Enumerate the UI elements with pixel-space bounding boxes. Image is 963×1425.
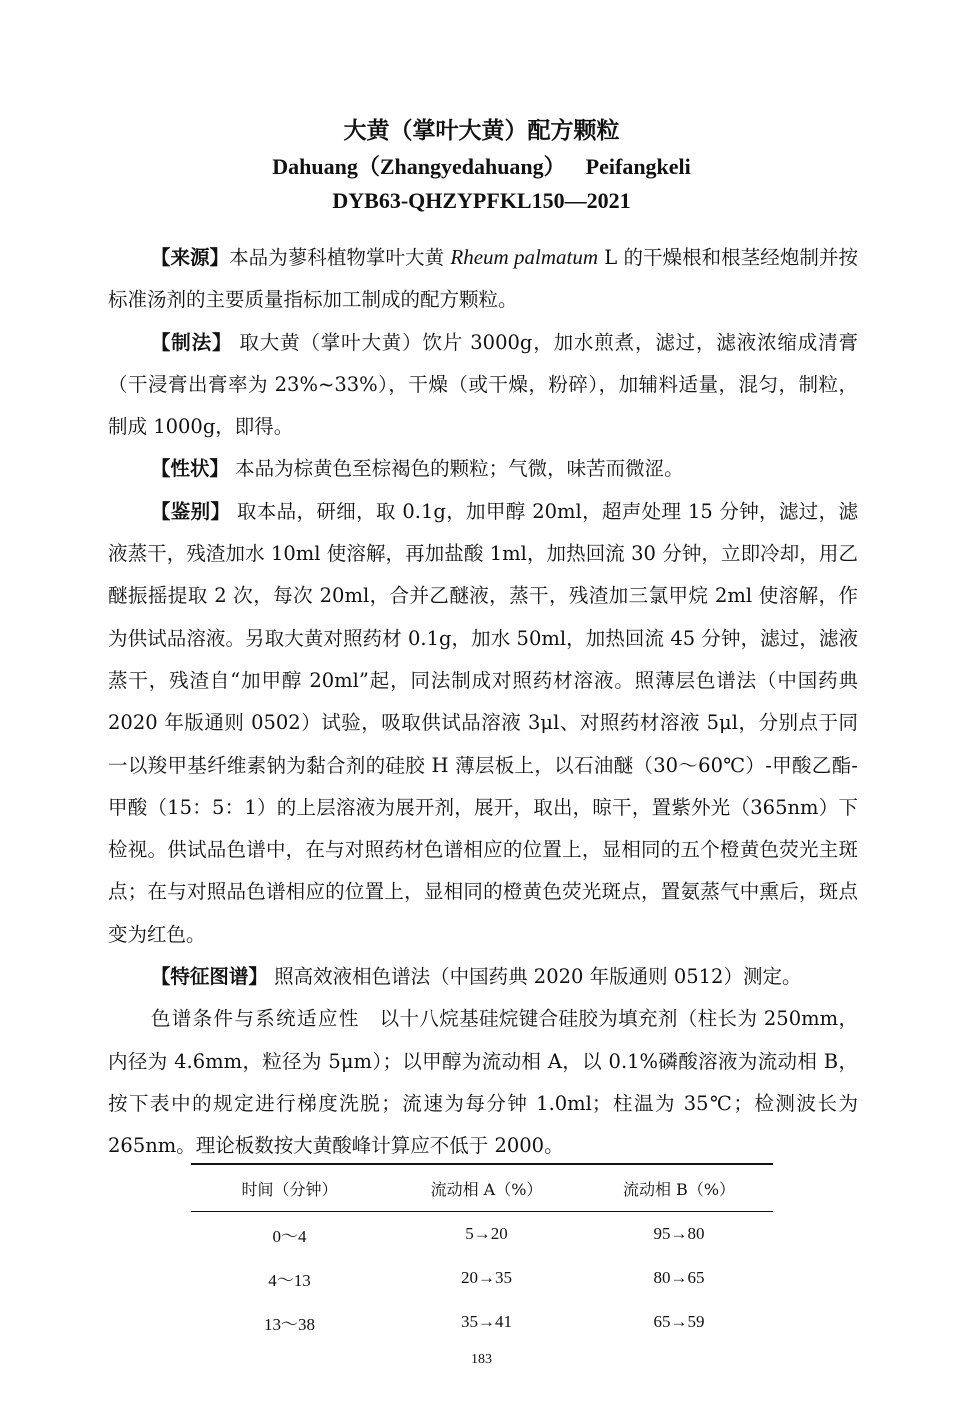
fingerprint-label: 【特征图谱】	[150, 965, 268, 989]
conditions-text: 以十八烷基硅烷键合硅胶为填充剂（柱长为 250mm，内径为 4.6mm，粒径为 5μm）；以甲醇为流动相 A，以 0.1%磷酸溶液为流动相 B，按下表中的规定进行梯度洗脱；流速为每分钟 1.0ml；柱温为 35℃；检测波长为 265nm。理论板数按大黄酸峰计算应不低于 2000。	[108, 1007, 858, 1158]
cell-phase-b: 80→65	[653, 1268, 705, 1287]
monograph-body	[108, 236, 858, 1168]
source-label: 【来源】	[150, 246, 230, 269]
cell-phase-a: 20→35	[461, 1268, 512, 1287]
identification-text: 取本品，研细，取 0.1g，加甲醇 20ml，超声处理 15 分钟，滤过，滤液蒸干，残渣加水 10ml 使溶解，再加盐酸 1ml，加热回流 30 分钟，立即冷却，用乙醚振摇提取 2 次，每次 20ml，合并乙醚液，蒸干，残渣加三氯甲烷 2ml 使溶解，作为供试品溶液。另取大黄对照药材 0.1g，加水 50ml，加热回流 45 分钟，滤过，滤液蒸干，残渣自“加甲醇 20ml”起，同法制成对照药材溶液。照薄层色谱法（中国药典 2020 年版通则 0502）试验，吸取供试品溶液 3μl、对照药材溶液 5μl，分别点于同一以羧甲基纤维素钠为黏合剂的硅胶 H 薄层板上，以石油醚（30～60℃）-甲酸乙酯-甲酸（15：5：1）的上层溶液为展开剂，展开，取出，晾干，置紫外光（365nm）下检视。供试品色谱中，在与对照药材色谱相应的位置上，显相同的五个橙黄色荧光主斑点；在与对照品色谱相应的位置上，显相同的橙黄色荧光斑点，置氨蒸气中熏后，斑点变为红色。	[108, 499, 858, 946]
character-text: 本品为棕黄色至棕褐色的颗粒；气微，味苦而微涩。	[228, 457, 684, 481]
source-text-b: L 的干燥根和根茎经炮制并按标准汤剂的主要质量指标加工制成的配方颗粒。	[108, 246, 858, 312]
gradient-table	[191, 1163, 773, 1344]
header-phase-a: 流动相 A（%）	[388, 1164, 585, 1212]
character-paragraph	[108, 448, 858, 490]
table-row	[191, 1212, 773, 1257]
character-label: 【性状】	[150, 457, 229, 481]
cell-phase-b: 65→59	[653, 1312, 705, 1331]
title-block	[0, 112, 963, 218]
header-phase-b: 流动相 B（%）	[585, 1164, 773, 1212]
cell-time: 4～13	[268, 1270, 311, 1290]
fingerprint-paragraph	[108, 956, 858, 998]
method-paragraph	[108, 322, 858, 449]
source-paragraph	[108, 236, 858, 322]
identification-label: 【鉴别】	[150, 499, 231, 523]
source-text-a: 本品为蓼科植物掌叶大黄	[229, 246, 451, 269]
cell-phase-b: 95→80	[653, 1224, 705, 1243]
fingerprint-text: 照高效液相色谱法（中国药典 2020 年版通则 0512）测定。	[267, 965, 802, 989]
english-title-part-2: Peifangkeli	[585, 154, 691, 179]
identification-paragraph	[108, 491, 858, 956]
table-header-row	[191, 1164, 773, 1212]
method-text: 取大黄（掌叶大黄）饮片 3000g，加水煎煮，滤过，滤液浓缩成清膏（干浸膏出膏率为 23%~33%），干燥（或干燥，粉碎），加辅料适量，混匀，制粒，制成 1000g，即得。	[108, 330, 858, 439]
english-title	[0, 150, 963, 184]
method-label: 【制法】	[150, 330, 233, 354]
conditions-paragraph	[108, 998, 858, 1167]
english-title-part-1: Dahuang（Zhangyedahuang）	[272, 154, 566, 179]
table-row	[191, 1256, 773, 1300]
latin-name: Rheum palmatum	[450, 245, 598, 269]
cell-phase-a: 35→41	[461, 1312, 512, 1331]
cell-phase-a: 5→20	[465, 1224, 508, 1243]
standard-code: DYB63-QHZYPFKL150—2021	[332, 188, 631, 213]
page-number: 183	[471, 1352, 492, 1367]
conditions-label: 色谱条件与系统适应性	[150, 1007, 360, 1031]
page-title: 大黄（掌叶大黄）配方颗粒	[343, 118, 620, 144]
header-time: 时间（分钟）	[191, 1164, 388, 1212]
cell-time: 13～38	[264, 1314, 315, 1334]
cell-time: 0～4	[272, 1226, 307, 1246]
table-row	[191, 1300, 773, 1344]
